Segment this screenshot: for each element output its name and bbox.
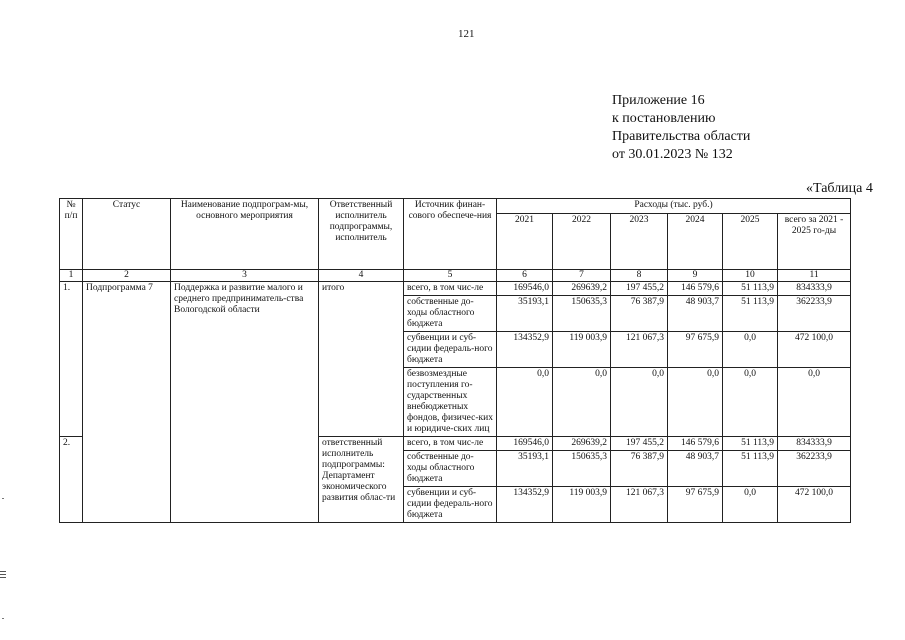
header-year-2024: 2024 — [668, 214, 723, 270]
row-number: 2. — [60, 437, 83, 523]
column-number: 1 — [60, 270, 83, 282]
column-number: 10 — [723, 270, 778, 282]
value-total: 362233,9 — [778, 296, 851, 332]
value-2021: 134352,9 — [497, 332, 553, 368]
value-2021: 169546,0 — [497, 282, 553, 296]
margin-dot — [2, 498, 4, 499]
column-number: 2 — [83, 270, 171, 282]
column-number: 8 — [611, 270, 668, 282]
header-num: № п/п — [60, 199, 83, 270]
appendix-line-2: к постановлению — [612, 111, 716, 126]
value-2022: 119 003,9 — [553, 487, 611, 523]
column-number: 5 — [404, 270, 497, 282]
value-total: 0,0 — [778, 368, 851, 437]
row-source: безвозмездные поступления го-сударственных внебюджетных фондов, физичес-ких и юридиче-ских лиц — [404, 368, 497, 437]
value-2022: 119 003,9 — [553, 332, 611, 368]
value-2023: 0,0 — [611, 368, 668, 437]
header-row — [60, 199, 851, 214]
appendix-line-4: от 30.01.2023 № 132 — [612, 147, 733, 162]
appendix-line-1: Приложение 16 — [612, 93, 705, 108]
column-number: 9 — [668, 270, 723, 282]
header-year-2025: 2025 — [723, 214, 778, 270]
value-2024: 97 675,9 — [668, 487, 723, 523]
value-2025: 0,0 — [723, 368, 778, 437]
row-source: всего, в том чис-ле — [404, 282, 497, 296]
row-executor: итого — [319, 282, 404, 437]
column-numbers-row — [60, 270, 851, 282]
value-2023: 76 387,9 — [611, 451, 668, 487]
value-2025: 0,0 — [723, 332, 778, 368]
value-2021: 0,0 — [497, 368, 553, 437]
appendix-line-3: Правительства области — [612, 129, 751, 144]
value-2023: 197 455,2 — [611, 282, 668, 296]
column-number: 4 — [319, 270, 404, 282]
value-total: 834333,9 — [778, 437, 851, 451]
value-2025: 51 113,9 — [723, 296, 778, 332]
value-2025: 51 113,9 — [723, 282, 778, 296]
header-status: Статус — [83, 199, 171, 270]
column-number: 7 — [553, 270, 611, 282]
row-number: 1. — [60, 282, 83, 437]
value-2024: 0,0 — [668, 368, 723, 437]
column-number: 3 — [171, 270, 319, 282]
header-total: всего за 2021 - 2025 го-ды — [778, 214, 851, 270]
value-2025: 51 113,9 — [723, 451, 778, 487]
value-2023: 76 387,9 — [611, 296, 668, 332]
row-source: собственные до-ходы областного бюджета — [404, 451, 497, 487]
value-2021: 134352,9 — [497, 487, 553, 523]
row-source: собственные до-ходы областного бюджета — [404, 296, 497, 332]
row-executor: ответственный исполнитель подпрограммы: Департамент экономического развития облас-ти — [319, 437, 404, 523]
value-2021: 35193,1 — [497, 296, 553, 332]
header-year-2023: 2023 — [611, 214, 668, 270]
column-number: 6 — [497, 270, 553, 282]
table-label: «Таблица 4 — [806, 181, 873, 196]
value-2021: 35193,1 — [497, 451, 553, 487]
header-name: Наименование подпрограм-мы, основного мероприятия — [171, 199, 319, 270]
row-source: всего, в том чис-ле — [404, 437, 497, 451]
table-row — [60, 282, 851, 296]
value-2025: 0,0 — [723, 487, 778, 523]
margin-dot — [2, 618, 4, 619]
header-expenses: Расходы (тыс. руб.) — [497, 199, 851, 214]
value-2024: 48 903,7 — [668, 296, 723, 332]
value-2022: 0,0 — [553, 368, 611, 437]
value-2024: 97 675,9 — [668, 332, 723, 368]
value-2024: 48 903,7 — [668, 451, 723, 487]
value-2022: 150635,3 — [553, 451, 611, 487]
row-source: субвенции и суб-сидии федераль-ного бюджета — [404, 487, 497, 523]
column-number: 11 — [778, 270, 851, 282]
value-2022: 269639,2 — [553, 437, 611, 451]
value-2025: 51 113,9 — [723, 437, 778, 451]
value-2022: 150635,3 — [553, 296, 611, 332]
header-executor: Ответственный исполнитель подпрограммы, исполнитель — [319, 199, 404, 270]
value-total: 472 100,0 — [778, 487, 851, 523]
header-year-2021: 2021 — [497, 214, 553, 270]
value-2024: 146 579,6 — [668, 437, 723, 451]
value-total: 362233,9 — [778, 451, 851, 487]
header-year-2022: 2022 — [553, 214, 611, 270]
appendix-header — [612, 92, 750, 164]
page-number: 121 — [458, 28, 475, 40]
value-2024: 146 579,6 — [668, 282, 723, 296]
value-2021: 169546,0 — [497, 437, 553, 451]
value-total: 472 100,0 — [778, 332, 851, 368]
margin-mark — [0, 571, 6, 580]
value-2023: 197 455,2 — [611, 437, 668, 451]
value-2023: 121 067,3 — [611, 487, 668, 523]
row-source: субвенции и суб-сидии федераль-ного бюджета — [404, 332, 497, 368]
value-2023: 121 067,3 — [611, 332, 668, 368]
expenses-table — [59, 198, 851, 523]
value-2022: 269639,2 — [553, 282, 611, 296]
row-status: Подпрограмма 7 — [83, 282, 171, 523]
header-source: Источник финан-сового обеспече-ния — [404, 199, 497, 270]
value-total: 834333,9 — [778, 282, 851, 296]
row-program-name: Поддержка и развитие малого и среднего предприниматель-ства Вологодской области — [171, 282, 319, 523]
